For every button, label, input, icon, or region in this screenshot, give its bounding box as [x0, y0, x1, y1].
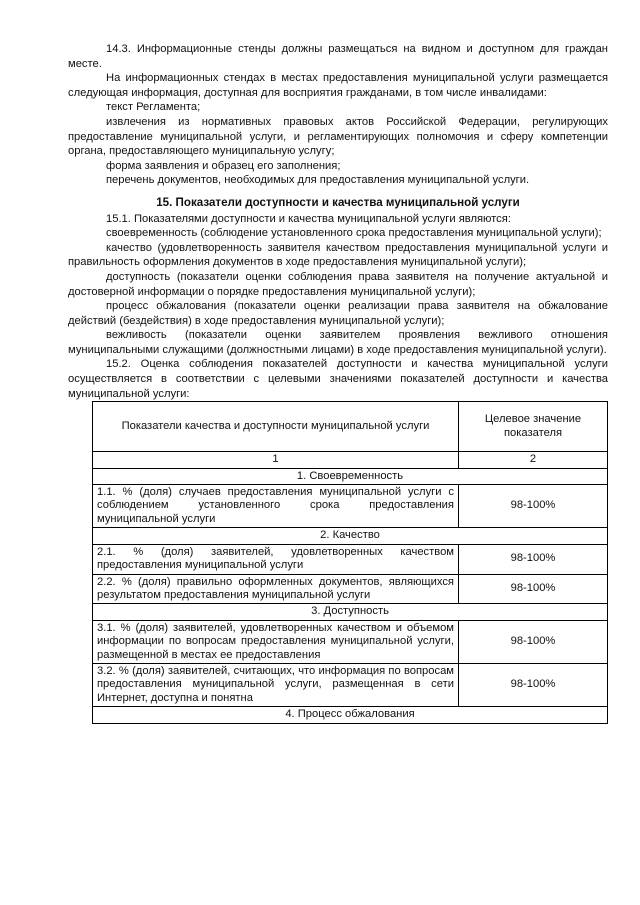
list-item: своевременность (соблюдение установленного срока предоставления муниципальной услуги); — [106, 227, 602, 240]
indicator-text: 2.2. % (доля) правильно оформленных документов, являющихся результатом предоставления муниципальной услуги — [93, 574, 459, 604]
indicator-value: 98-100% — [459, 485, 608, 528]
list-item: качество (удовлетворенность заявителя качеством предоставления муниципальной услуги и правильность оформления документов в ходе предоставления муниципальной услуги); — [68, 241, 608, 269]
group-title: 2. Качество — [93, 528, 608, 544]
indicator-text: 2.1. % (доля) заявителей, удовлетворенных качеством предоставления муниципальной услуги — [93, 544, 459, 574]
section-15-heading: 15. Показатели доступности и качества муниципальной услуги — [156, 195, 520, 209]
indicator-text: 3.1. % (доля) заявителей, удовлетворенных качеством и объемом информации по вопросам предоставления муниципальной услуги, размещенной в местах ее предоставления — [93, 620, 459, 663]
table-group-row — [93, 604, 608, 620]
table-number-row — [93, 452, 608, 468]
indicator-text: 1.1. % (доля) случаев предоставления муниципальной услуги с соблюдением установленного срока предоставления муниципальной услуги — [93, 485, 459, 528]
indicator-value: 98-100% — [459, 544, 608, 574]
indicator-value: 98-100% — [459, 574, 608, 604]
indicator-value: 98-100% — [459, 663, 608, 706]
paragraph-stands-info: На информационных стендах в местах предоставления муниципальной услуги размещается следующая информация, доступная для восприятия гражданами, в том числе инвалидами: — [68, 72, 608, 99]
table-row — [93, 620, 608, 663]
list-item: вежливость (показатели оценки заявителем проявления вежливого отношения муниципальными служащими (должностными лицами) в ходе предоставления муниципальной услуги). — [68, 329, 608, 356]
list-item: процесс обжалования (показатели оценки реализации права заявителя на обжалование действий (бездействия) в ходе предоставления муниципальной услуги); — [68, 300, 608, 327]
table-group-row — [93, 468, 608, 484]
paragraph-15-1: 15.1. Показателями доступности и качества муниципальной услуги являются: — [106, 212, 511, 225]
list-item: перечень документов, необходимых для предоставления муниципальной услуги. — [106, 174, 530, 187]
indicator-value: 98-100% — [459, 620, 608, 663]
indicator-text: 3.2. % (доля) заявителей, считающих, что информация по вопросам предоставления муниципальной услуги, размещенная в сети Интернет, доступна и понятна — [93, 663, 459, 706]
list-item: текст Регламента; — [106, 101, 201, 114]
list-item: форма заявления и образец его заполнения; — [106, 159, 341, 172]
group-title: 4. Процесс обжалования — [93, 707, 608, 723]
table-group-row — [93, 707, 608, 723]
group-title: 3. Доступность — [93, 604, 608, 620]
paragraph-15-2: 15.2. Оценка соблюдения показателей доступности и качества муниципальной услуги осуществляется в соответствии с целевыми значениями показателей доступности и качества муниципальной услуги: — [68, 358, 608, 400]
header-target-value: Целевое значение показателя — [459, 402, 608, 452]
table-row — [93, 485, 608, 528]
header-indicators: Показатели качества и доступности муниципальной услуги — [93, 402, 459, 452]
list-item: доступность (показатели оценки соблюдения права заявителя на получение актуальной и достоверной информации о порядке предоставления муниципальной услуги); — [68, 270, 608, 298]
table-row — [93, 574, 608, 604]
document-page — [68, 42, 608, 724]
table-header-row — [93, 402, 608, 452]
group-title: 1. Своевременность — [93, 468, 608, 484]
indicators-table — [92, 401, 608, 723]
paragraph-14-3: 14.3. Информационные стенды должны размещаться на видном и доступном для граждан месте. — [68, 43, 608, 70]
column-number: 1 — [93, 452, 459, 468]
table-row — [93, 544, 608, 574]
table-group-row — [93, 528, 608, 544]
table-row — [93, 663, 608, 706]
list-item: извлечения из нормативных правовых актов Российской Федерации, регулирующих предоставление муниципальной услуги, и регламентирующих полномочия и сферу компетенции органа, предоставляющего муниципальную услугу; — [68, 115, 608, 158]
column-number: 2 — [459, 452, 608, 468]
